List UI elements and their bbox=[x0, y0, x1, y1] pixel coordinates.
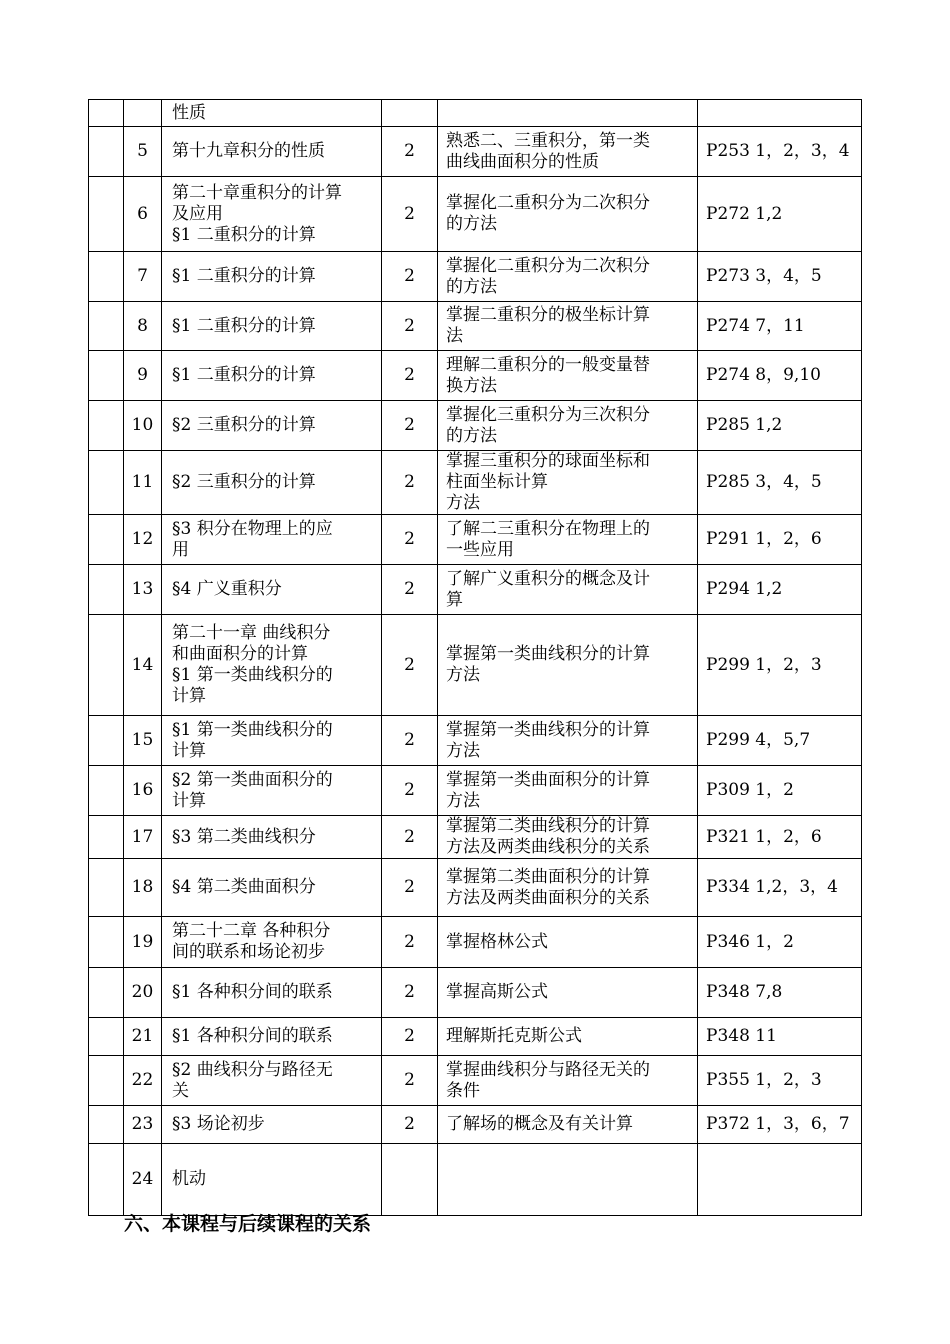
lesson-number: 19 bbox=[124, 917, 162, 968]
margin-cell bbox=[89, 1106, 124, 1144]
lesson-homework: P299 4，5,7 bbox=[698, 716, 862, 766]
lesson-hours: 2 bbox=[382, 401, 438, 451]
lesson-number: 21 bbox=[124, 1018, 162, 1056]
lesson-hours: 2 bbox=[382, 302, 438, 351]
lesson-topic: §1 各种积分间的联系 bbox=[162, 968, 382, 1018]
lesson-hours: 2 bbox=[382, 615, 438, 716]
lesson-topic: §3 积分在物理上的应 用 bbox=[162, 515, 382, 565]
lesson-number: 20 bbox=[124, 968, 162, 1018]
lesson-goal: 掌握高斯公式 bbox=[438, 968, 698, 1018]
section-heading: 六、本课程与后续课程的关系 bbox=[124, 1213, 372, 1235]
lesson-topic: §3 场论初步 bbox=[162, 1106, 382, 1144]
lesson-hours: 2 bbox=[382, 1056, 438, 1106]
lesson-number: 10 bbox=[124, 401, 162, 451]
lesson-goal bbox=[438, 100, 698, 127]
lesson-homework: P372 1，3，6，7 bbox=[698, 1106, 862, 1144]
margin-cell bbox=[89, 1144, 124, 1216]
lesson-homework: P274 7，11 bbox=[698, 302, 862, 351]
lesson-topic: §1 二重积分的计算 bbox=[162, 302, 382, 351]
margin-cell bbox=[89, 177, 124, 252]
lesson-topic: 第二十章重积分的计算 及应用 §1 二重积分的计算 bbox=[162, 177, 382, 252]
lesson-hours: 2 bbox=[382, 859, 438, 917]
lesson-number: 16 bbox=[124, 766, 162, 816]
lesson-topic: 第二十二章 各种积分 间的联系和场论初步 bbox=[162, 917, 382, 968]
lesson-goal: 理解二重积分的一般变量替 换方法 bbox=[438, 351, 698, 401]
lesson-number: 7 bbox=[124, 252, 162, 302]
lesson-homework: P321 1，2，6 bbox=[698, 816, 862, 859]
lesson-number: 15 bbox=[124, 716, 162, 766]
lesson-goal: 了解场的概念及有关计算 bbox=[438, 1106, 698, 1144]
table-row bbox=[89, 351, 862, 401]
lesson-topic: §2 三重积分的计算 bbox=[162, 451, 382, 515]
lesson-topic: §2 第一类曲面积分的 计算 bbox=[162, 766, 382, 816]
lesson-goal: 掌握二重积分的极坐标计算 法 bbox=[438, 302, 698, 351]
margin-cell bbox=[89, 100, 124, 127]
table-row bbox=[89, 401, 862, 451]
lesson-homework: P253 1，2，3，4 bbox=[698, 127, 862, 177]
lesson-hours: 2 bbox=[382, 766, 438, 816]
lesson-number: 23 bbox=[124, 1106, 162, 1144]
lesson-homework bbox=[698, 1144, 862, 1216]
lesson-goal: 掌握第二类曲线积分的计算 方法及两类曲线积分的关系 bbox=[438, 816, 698, 859]
margin-cell bbox=[89, 127, 124, 177]
margin-cell bbox=[89, 351, 124, 401]
table-row bbox=[89, 252, 862, 302]
table-row bbox=[89, 968, 862, 1018]
margin-cell bbox=[89, 816, 124, 859]
lesson-topic: §1 各种积分间的联系 bbox=[162, 1018, 382, 1056]
lesson-topic: 性质 bbox=[162, 100, 382, 127]
lesson-hours: 2 bbox=[382, 127, 438, 177]
lesson-hours: 2 bbox=[382, 177, 438, 252]
lesson-goal: 掌握第二类曲面积分的计算 方法及两类曲面积分的关系 bbox=[438, 859, 698, 917]
lesson-goal bbox=[438, 1144, 698, 1216]
lesson-number: 6 bbox=[124, 177, 162, 252]
lesson-number: 5 bbox=[124, 127, 162, 177]
table-row bbox=[89, 565, 862, 615]
lesson-goal: 了解广义重积分的概念及计 算 bbox=[438, 565, 698, 615]
lesson-homework: P309 1，2 bbox=[698, 766, 862, 816]
lesson-number: 18 bbox=[124, 859, 162, 917]
lesson-topic: §1 二重积分的计算 bbox=[162, 252, 382, 302]
lesson-number: 11 bbox=[124, 451, 162, 515]
lesson-number: 24 bbox=[124, 1144, 162, 1216]
lesson-hours: 2 bbox=[382, 252, 438, 302]
lesson-goal: 掌握第一类曲面积分的计算 方法 bbox=[438, 766, 698, 816]
lesson-goal: 了解二三重积分在物理上的 一些应用 bbox=[438, 515, 698, 565]
lesson-topic: §2 曲线积分与路径无 关 bbox=[162, 1056, 382, 1106]
lesson-hours bbox=[382, 1144, 438, 1216]
lesson-hours: 2 bbox=[382, 716, 438, 766]
lesson-goal: 掌握曲线积分与路径无关的 条件 bbox=[438, 1056, 698, 1106]
margin-cell bbox=[89, 515, 124, 565]
lesson-hours: 2 bbox=[382, 451, 438, 515]
table-row bbox=[89, 451, 862, 515]
lesson-topic: §4 广义重积分 bbox=[162, 565, 382, 615]
margin-cell bbox=[89, 968, 124, 1018]
lesson-goal: 理解斯托克斯公式 bbox=[438, 1018, 698, 1056]
lesson-goal: 掌握化三重积分为三次积分 的方法 bbox=[438, 401, 698, 451]
lesson-homework: P285 3，4，5 bbox=[698, 451, 862, 515]
table-row bbox=[89, 917, 862, 968]
lesson-homework: P274 8，9,10 bbox=[698, 351, 862, 401]
lesson-number: 12 bbox=[124, 515, 162, 565]
table-row bbox=[89, 177, 862, 252]
table-row bbox=[89, 859, 862, 917]
margin-cell bbox=[89, 716, 124, 766]
lesson-number: 13 bbox=[124, 565, 162, 615]
lesson-homework: P346 1，2 bbox=[698, 917, 862, 968]
lesson-hours: 2 bbox=[382, 515, 438, 565]
lesson-hours bbox=[382, 100, 438, 127]
lesson-hours: 2 bbox=[382, 816, 438, 859]
table-row bbox=[89, 766, 862, 816]
course-schedule-table bbox=[88, 99, 862, 1216]
lesson-topic: §4 第二类曲面积分 bbox=[162, 859, 382, 917]
lesson-goal: 掌握第一类曲线积分的计算 方法 bbox=[438, 716, 698, 766]
table-row bbox=[89, 1106, 862, 1144]
margin-cell bbox=[89, 859, 124, 917]
margin-cell bbox=[89, 1056, 124, 1106]
lesson-topic: §1 二重积分的计算 bbox=[162, 351, 382, 401]
lesson-homework: P273 3，4，5 bbox=[698, 252, 862, 302]
lesson-number: 9 bbox=[124, 351, 162, 401]
lesson-homework: P334 1,2，3，4 bbox=[698, 859, 862, 917]
table-row bbox=[89, 515, 862, 565]
lesson-topic: §2 三重积分的计算 bbox=[162, 401, 382, 451]
lesson-homework: P348 7,8 bbox=[698, 968, 862, 1018]
lesson-homework: P355 1，2，3 bbox=[698, 1056, 862, 1106]
margin-cell bbox=[89, 302, 124, 351]
lesson-goal: 熟悉二、三重积分，第一类 曲线曲面积分的性质 bbox=[438, 127, 698, 177]
lesson-topic: 第二十一章 曲线积分 和曲面积分的计算 §1 第一类曲线积分的 计算 bbox=[162, 615, 382, 716]
lesson-homework: P285 1,2 bbox=[698, 401, 862, 451]
lesson-topic: §1 第一类曲线积分的 计算 bbox=[162, 716, 382, 766]
lesson-homework: P291 1，2，6 bbox=[698, 515, 862, 565]
lesson-hours: 2 bbox=[382, 1106, 438, 1144]
lesson-goal: 掌握第一类曲线积分的计算 方法 bbox=[438, 615, 698, 716]
table-row bbox=[89, 816, 862, 859]
margin-cell bbox=[89, 565, 124, 615]
lesson-number: 8 bbox=[124, 302, 162, 351]
margin-cell bbox=[89, 917, 124, 968]
lesson-homework: P272 1,2 bbox=[698, 177, 862, 252]
lesson-topic: 第十九章积分的性质 bbox=[162, 127, 382, 177]
table-row bbox=[89, 127, 862, 177]
table-row bbox=[89, 1144, 862, 1216]
lesson-homework: P294 1,2 bbox=[698, 565, 862, 615]
margin-cell bbox=[89, 615, 124, 716]
lesson-goal: 掌握格林公式 bbox=[438, 917, 698, 968]
lesson-hours: 2 bbox=[382, 968, 438, 1018]
lesson-homework: P299 1，2，3 bbox=[698, 615, 862, 716]
lesson-number: 22 bbox=[124, 1056, 162, 1106]
lesson-goal: 掌握化二重积分为二次积分 的方法 bbox=[438, 252, 698, 302]
lesson-number: 17 bbox=[124, 816, 162, 859]
table-row bbox=[89, 1018, 862, 1056]
lesson-homework: P348 11 bbox=[698, 1018, 862, 1056]
lesson-homework bbox=[698, 100, 862, 127]
lesson-hours: 2 bbox=[382, 917, 438, 968]
lesson-hours: 2 bbox=[382, 565, 438, 615]
margin-cell bbox=[89, 401, 124, 451]
table-row bbox=[89, 1056, 862, 1106]
table-row bbox=[89, 100, 862, 127]
lesson-number: 14 bbox=[124, 615, 162, 716]
margin-cell bbox=[89, 766, 124, 816]
margin-cell bbox=[89, 1018, 124, 1056]
lesson-goal: 掌握化二重积分为二次积分 的方法 bbox=[438, 177, 698, 252]
lesson-topic: §3 第二类曲线积分 bbox=[162, 816, 382, 859]
lesson-number bbox=[124, 100, 162, 127]
table-row bbox=[89, 615, 862, 716]
lesson-hours: 2 bbox=[382, 1018, 438, 1056]
margin-cell bbox=[89, 451, 124, 515]
margin-cell bbox=[89, 252, 124, 302]
table-row bbox=[89, 716, 862, 766]
table-row bbox=[89, 302, 862, 351]
lesson-goal: 掌握三重积分的球面坐标和 柱面坐标计算 方法 bbox=[438, 451, 698, 515]
lesson-hours: 2 bbox=[382, 351, 438, 401]
lesson-topic: 机动 bbox=[162, 1144, 382, 1216]
